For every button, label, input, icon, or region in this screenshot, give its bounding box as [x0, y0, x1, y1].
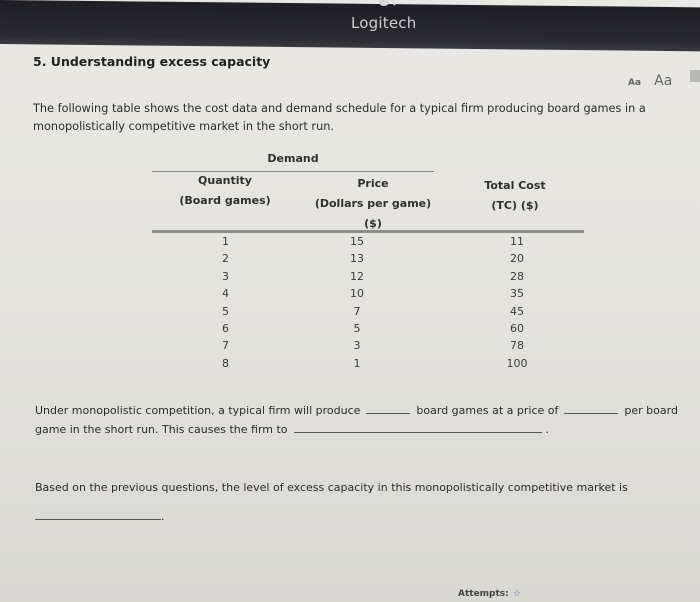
intro-paragraph: The following table shows the cost data and demand schedule for a typical firm producing board games in a monopolistically competitive market in the short run. — [33, 102, 646, 133]
price-answer-dropdown[interactable] — [564, 401, 618, 414]
column-header-quantity: Quantity (Board games) — [179, 174, 271, 207]
table-row: 4 10 35 — [222, 287, 524, 301]
table-row: 5 7 45 — [222, 304, 524, 318]
table-row: 8 1 100 — [222, 356, 528, 370]
question-prompt-1: Under monopolistic competition, a typical firm will produce board games at a price of per board game in the short run. This causes the firm to . — [35, 401, 685, 439]
text-size-controls — [628, 70, 672, 89]
column-header-price: Price (Dollars per game) ($) — [314, 177, 432, 230]
question-panel — [0, 44, 700, 602]
question-title: 5. Understanding excess capacity — [33, 54, 271, 69]
cost-table-body — [152, 233, 584, 372]
table-row: 6 5 60 — [222, 321, 524, 335]
table-row: 1 15 11 — [222, 235, 524, 248]
table-row: 2 13 20 — [222, 252, 524, 266]
text-size-small-button[interactable]: Aa — [628, 78, 642, 88]
print-icon[interactable] — [690, 70, 700, 82]
attempt-star-icon: ☆ — [512, 589, 521, 599]
question-prompt-2: Based on the previous questions, the level of excess capacity in this monopolistically competitive market is . — [35, 481, 628, 523]
text-size-large-button[interactable]: Aa — [654, 73, 673, 89]
demand-group-header: Demand — [267, 152, 319, 165]
table-row: 3 12 28 — [222, 269, 524, 283]
brand-label: Logitech — [351, 14, 417, 32]
table-row: 7 3 78 — [222, 339, 524, 353]
quantity-answer-dropdown[interactable] — [366, 401, 410, 414]
attempts-indicator: Attempts: ☆ — [458, 589, 521, 599]
logitech-logo-icon — [378, 0, 398, 8]
column-header-total-cost: Total Cost (TC) ($) — [484, 179, 546, 212]
excess-capacity-answer-dropdown[interactable] — [35, 507, 161, 520]
firm-outcome-dropdown[interactable] — [294, 420, 542, 433]
